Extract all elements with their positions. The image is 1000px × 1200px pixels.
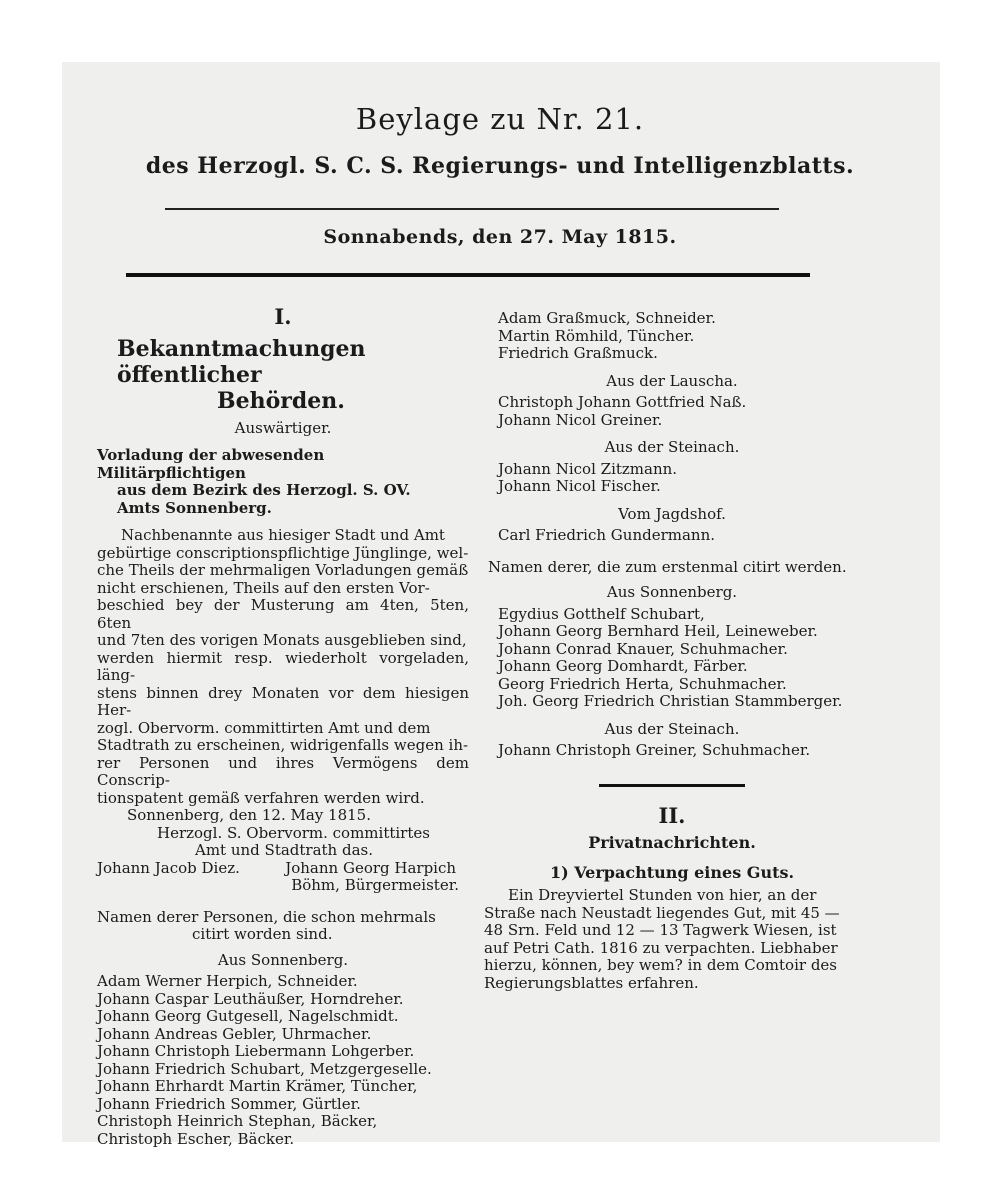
list-item: Carl Friedrich Gundermann. xyxy=(498,526,716,544)
body-line: und 7ten des vorigen Monats ausgeblieben sind, xyxy=(97,631,467,649)
body-line: nicht erschienen, Theils auf den ersten Vor- xyxy=(97,578,430,597)
signer-left: Johann Jacob Diez. xyxy=(97,858,240,877)
place-heading: Vom Jagdshof. xyxy=(618,504,726,523)
office-line1: Herzogl. S. Obervorm. committirtes xyxy=(157,823,430,842)
issue-date: Sonnabends, den 27. May 1815. xyxy=(323,226,677,248)
section-title-line2: Behörden. xyxy=(217,387,345,414)
list-item: Christoph Escher, Bäcker. xyxy=(97,1129,295,1148)
list-item: Johann Nicol Greiner. xyxy=(498,410,663,429)
place-date: Sonnenberg, den 12. May 1815. xyxy=(127,806,371,824)
list-item: Johann Christoph Liebermann Lohgerber. xyxy=(97,1042,415,1060)
body-line: stens binnen drey Monaten vor dem hiesigen Her- xyxy=(97,683,469,719)
notice-heading-line1: Vorladung der abwesenden Militärpflichtigen xyxy=(97,446,325,482)
notice-heading-line3: Amts Sonnenberg. xyxy=(117,498,272,517)
list-item: Johann Caspar Leuthäußer, Horndreher. xyxy=(97,989,404,1008)
list-item: Christoph Heinrich Stephan, Bäcker, xyxy=(97,1112,378,1130)
left-column xyxy=(97,304,469,1148)
item-body xyxy=(484,887,860,992)
notice-heading-line2: aus dem Bezirk des Herzogl. S. OV. xyxy=(117,481,411,499)
place-heading: Aus der Lauscha. xyxy=(606,371,738,390)
private-news-heading: Privatnachrichten. xyxy=(588,833,756,852)
signer-right-line2: Böhm, Bürgermeister. xyxy=(291,876,459,894)
body-line: auf Petri Cath. 1816 zu verpachten. Liebhaber xyxy=(484,938,838,957)
place-heading: Aus der Steinach. xyxy=(604,438,740,456)
gazette-subtitle: des Herzogl. S. C. S. Regierungs- und Intelligenzblatts. xyxy=(145,153,855,179)
body-line: che Theils der mehrmaligen Vorladungen gemäß xyxy=(97,561,469,579)
list-item: Johann Nicol Zitzmann. xyxy=(498,459,678,478)
signer-right xyxy=(285,860,469,895)
list-item: Johann Georg Domhardt, Färber. xyxy=(498,657,748,675)
item-title: 1) Verpachtung eines Guts. xyxy=(549,862,795,882)
body-line: beschied bey der Musterung am 4ten, 5ten, 6ten xyxy=(97,596,469,632)
body-line: werden hiermit resp. wiederholt vorgeladen, läng- xyxy=(97,648,469,684)
place-heading: Aus der Steinach. xyxy=(604,719,740,738)
place-heading: Aus Sonnenberg. xyxy=(217,950,349,969)
list-heading-line2: citirt worden sind. xyxy=(192,925,333,943)
notice-heading xyxy=(97,447,469,517)
place-heading: Aus Sonnenberg. xyxy=(606,583,738,601)
list-item: Adam Werner Herpich, Schneider. xyxy=(97,972,358,990)
notice-body xyxy=(97,527,469,807)
list-heading-line1: Namen derer Personen, die schon mehrmals xyxy=(97,907,436,926)
first-citation-heading: Namen derer, die zum erstenmal citirt werden. xyxy=(488,557,847,576)
section-title-line1: Bekanntmachungen öffentlicher xyxy=(117,335,366,388)
section-numeral: I. xyxy=(274,304,292,329)
body-line: Straße nach Neustadt liegendes Gut, mit 45 — xyxy=(484,903,840,922)
list-item: Joh. Georg Friedrich Christian Stammberger. xyxy=(498,692,843,710)
body-line: gebürtige conscriptionspflichtige Jünglinge, wel- xyxy=(97,543,469,562)
signer-right-line1: Johann Georg Harpich xyxy=(285,858,457,877)
supplement-title: Beylage zu Nr. 21. xyxy=(355,102,645,136)
name-list-lauscha xyxy=(484,394,860,429)
section-numeral-2: II. xyxy=(658,802,686,828)
body-line: Ein Dreyviertel Stunden von hier, an der xyxy=(508,886,817,904)
list-item: Martin Römhild, Tüncher. xyxy=(498,326,695,345)
list-item: Friedrich Graßmuck. xyxy=(498,344,658,362)
body-line: hierzu, können, bey wem? in dem Comtoir des xyxy=(484,956,837,974)
office-line2: Amt und Stadtrath das. xyxy=(195,841,374,859)
body-line: Regierungsblattes erfahren. xyxy=(484,973,699,992)
list-item: Johann Ehrhardt Martin Krämer, Tüncher, xyxy=(97,1077,418,1095)
list-item: Egydius Gotthelf Schubart, xyxy=(498,604,705,623)
list-item: Johann Andreas Gebler, Uhrmacher. xyxy=(97,1024,372,1043)
list-item: Johann Friedrich Schubart, Metzgergeselle. xyxy=(97,1059,432,1078)
list-item: Johann Georg Bernhard Heil, Leineweber. xyxy=(498,622,818,640)
name-list-jagdshof xyxy=(484,527,860,545)
body-line: zogl. Obervorm. committirten Amt und dem xyxy=(97,718,431,737)
list-item: Johann Georg Gutgesell, Nagelschmidt. xyxy=(97,1007,399,1025)
section-divider xyxy=(599,784,745,787)
name-list-sonnenberg-new xyxy=(484,606,860,711)
name-list-sonnenberg xyxy=(97,973,469,1148)
list-item: Johann Christoph Greiner, Schuhmacher. xyxy=(498,741,811,759)
name-list-continued xyxy=(484,310,860,363)
body-line: Nachbenannte aus hiesiger Stadt und Amt xyxy=(121,526,445,544)
subsection-heading: Auswärtiger. xyxy=(234,418,332,437)
body-line: 48 Srn. Feld und 12 — 13 Tagwerk Wiesen, ist xyxy=(484,921,837,939)
list-item: Johann Friedrich Sommer, Gürtler. xyxy=(97,1094,361,1113)
right-column xyxy=(484,310,860,992)
body-line: Stadtrath zu erscheinen, widrigenfalls wegen ih- xyxy=(97,736,469,754)
list-heading xyxy=(97,909,469,944)
signatures xyxy=(97,860,469,895)
body-line: rer Personen und ihres Vermögens dem Conscrip- xyxy=(97,753,469,789)
name-list-steinach-new xyxy=(484,742,860,760)
body-line: tionspatent gemäß verfahren werden wird. xyxy=(97,788,425,807)
list-item: Adam Graßmuck, Schneider. xyxy=(498,309,716,327)
list-item: Johann Nicol Fischer. xyxy=(498,477,661,495)
list-item: Johann Conrad Knauer, Schuhmacher. xyxy=(498,639,788,658)
header-rule xyxy=(165,208,779,210)
name-list-steinach xyxy=(484,461,860,496)
list-item: Christoph Johann Gottfried Naß. xyxy=(498,393,747,411)
header-thick-rule xyxy=(126,273,810,277)
list-item: Georg Friedrich Herta, Schuhmacher. xyxy=(498,674,787,693)
